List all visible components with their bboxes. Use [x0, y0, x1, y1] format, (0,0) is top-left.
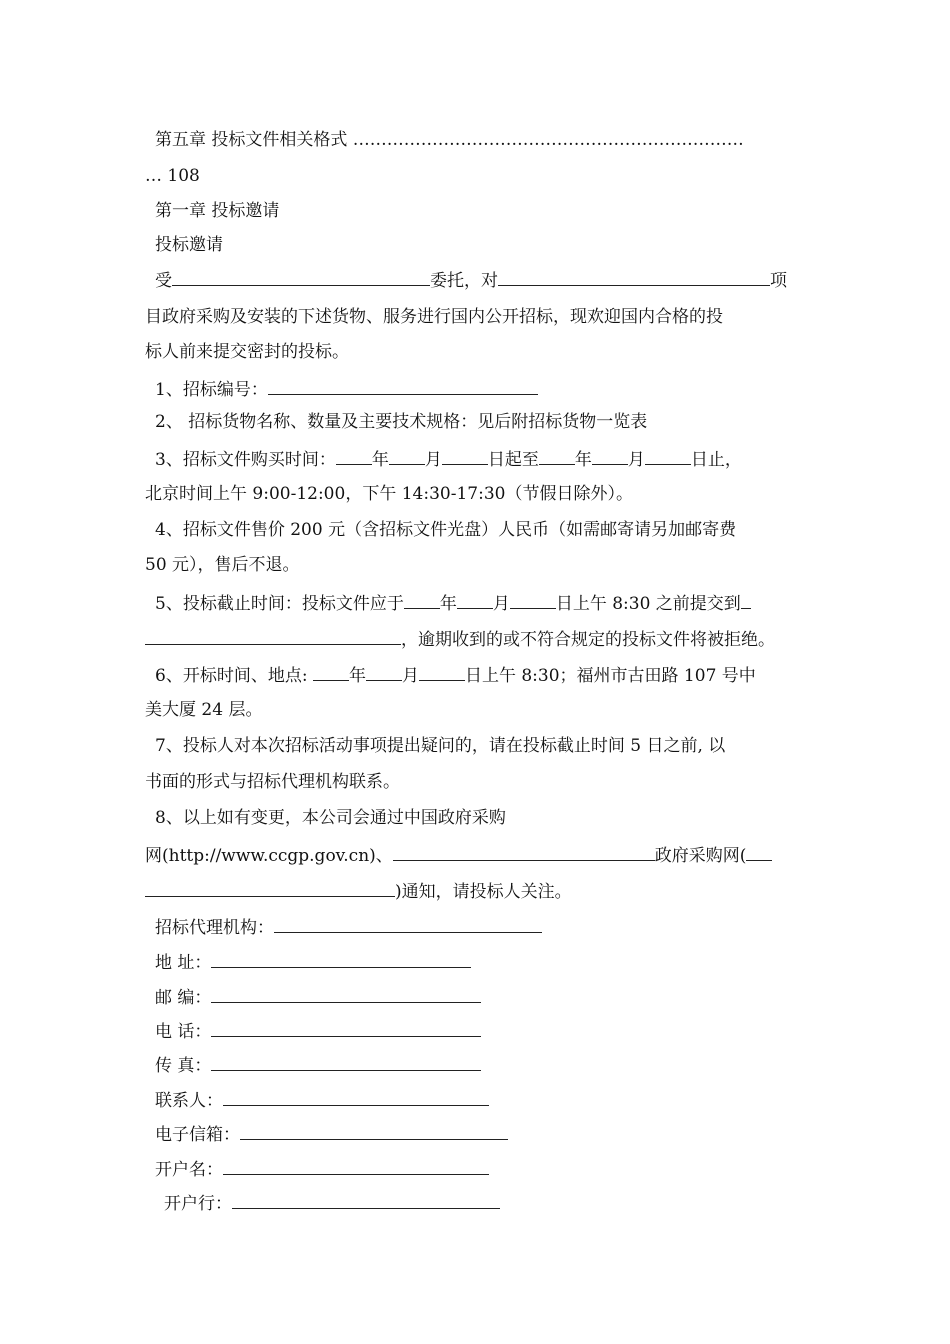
- blank-client: [172, 267, 430, 286]
- blank-month-4: [366, 662, 402, 681]
- blank-agency: [274, 914, 542, 933]
- text-xiang: 项: [770, 271, 787, 291]
- label-postcode: 邮 编：: [155, 988, 212, 1008]
- item-2: 2、 招标货物名称、数量及主要技术规格：见后附招标货物一览表: [155, 412, 648, 432]
- label-bank: 开户行：: [164, 1194, 232, 1214]
- text-month-4: 月: [401, 666, 419, 686]
- toc-chapter-5-page: … 108: [145, 166, 200, 186]
- blank-month-2: [592, 446, 628, 465]
- blank-tender-number: [268, 376, 538, 395]
- blank-account-name: [223, 1156, 489, 1175]
- item-6-line1: [155, 662, 756, 688]
- text-month: 月: [424, 450, 442, 470]
- field-phone: [155, 1018, 481, 1044]
- text-opening-tail: 日上午 8:30；福州市古田路 107 号中: [464, 666, 756, 686]
- blank-submit-place-start: [741, 590, 751, 609]
- blank-day-3: [510, 590, 556, 609]
- item-8-tail: )通知，请投标人关注。: [395, 882, 572, 902]
- item-7-line1: 7、投标人对本次招标活动事项提出疑问的，请在投标截止时间 5 日之前, 以: [155, 736, 726, 756]
- item-7-line2: 书面的形式与招标代理机构联系。: [145, 772, 400, 792]
- item-4-line2: 50 元），售后不退。: [145, 555, 300, 575]
- blank-month-3: [457, 590, 493, 609]
- item-6-line2: 美大厦 24 层。: [145, 700, 263, 720]
- blank-local-url: [145, 878, 395, 897]
- section-title: 投标邀请: [155, 235, 223, 255]
- blank-phone: [211, 1018, 481, 1037]
- item-1-label: 1、招标编号：: [155, 380, 268, 400]
- blank-person: [223, 1087, 489, 1106]
- text-deadline-tail: 日上午 8:30 之前提交到: [555, 594, 741, 614]
- item-3-line1: [155, 446, 742, 472]
- field-fax: [155, 1052, 481, 1078]
- text-year-4: 年: [348, 666, 366, 686]
- blank-postcode: [211, 984, 481, 1003]
- blank-submit-place: [145, 626, 401, 645]
- label-person: 联系人：: [155, 1091, 223, 1111]
- label-agency: 招标代理机构：: [155, 918, 274, 938]
- item-3-label: 3、招标文件购买时间：: [155, 450, 336, 470]
- item-8-website: 网(http://www.ccgp.gov.cn)、: [145, 846, 393, 866]
- item-5-tail: ，逾期收到的或不符合规定的投标文件将被拒绝。: [401, 630, 775, 650]
- text-from-to: 日起至: [487, 450, 539, 470]
- blank-project: [498, 267, 770, 286]
- item-3-line2: 北京时间上午 9:00-12:00，下午 14:30-17:30（节假日除外）。: [145, 484, 633, 504]
- text-year-3: 年: [439, 594, 457, 614]
- field-bank: [164, 1190, 500, 1216]
- field-person: [155, 1087, 489, 1113]
- field-email: [155, 1121, 508, 1147]
- label-account-name: 开户名：: [155, 1160, 223, 1180]
- paragraph-intro-line2: 目政府采购及安装的下述货物、服务进行国内公开招标，现欢迎国内合格的投: [145, 307, 723, 327]
- paragraph-intro-line3: 标人前来提交密封的投标。: [145, 342, 349, 362]
- item-4-line1: 4、招标文件售价 200 元（含招标文件光盘）人民币（如需邮寄请另加邮寄费: [155, 520, 737, 540]
- field-postcode: [155, 984, 481, 1010]
- text-year: 年: [371, 450, 389, 470]
- blank-address: [211, 949, 471, 968]
- blank-local-site: [393, 842, 655, 861]
- label-email: 电子信箱：: [155, 1125, 240, 1145]
- field-agency: [155, 914, 542, 940]
- blank-day-4: [419, 662, 465, 681]
- blank-bank: [232, 1190, 500, 1209]
- text-shou: 受: [155, 271, 172, 291]
- item-5-label: 5、投标截止时间：投标文件应于: [155, 594, 404, 614]
- label-phone: 电 话：: [155, 1022, 212, 1042]
- item-8-gov-site: 政府采购网(: [654, 846, 747, 866]
- blank-email: [240, 1121, 508, 1140]
- text-weituo: 委托，对: [430, 271, 498, 291]
- blank-year: [336, 446, 372, 465]
- item-8-line1: 8、以上如有变更，本公司会通过中国政府采购: [155, 808, 506, 828]
- blank-fax: [211, 1052, 481, 1071]
- item-8-line2: [145, 842, 772, 868]
- blank-local-url-start: [746, 842, 772, 861]
- item-8-line3: [145, 878, 572, 904]
- label-address: 地 址：: [155, 953, 212, 973]
- paragraph-intro-line1: [155, 267, 787, 293]
- field-address: [155, 949, 471, 975]
- item-5-line2: [145, 626, 775, 652]
- blank-year-2: [539, 446, 575, 465]
- text-month-3: 月: [492, 594, 510, 614]
- text-year-2: 年: [574, 450, 592, 470]
- text-until: 日止，: [690, 450, 742, 470]
- blank-month: [389, 446, 425, 465]
- item-6-label: 6、开标时间、地点:: [155, 666, 313, 686]
- toc-chapter-5: 第五章 投标文件相关格式 ……………………………………………………………: [155, 130, 744, 150]
- blank-day-2: [645, 446, 691, 465]
- item-5-line1: [155, 590, 751, 616]
- chapter-title: 第一章 投标邀请: [155, 201, 280, 221]
- label-fax: 传 真：: [155, 1056, 212, 1076]
- item-1: [155, 376, 538, 402]
- blank-day: [442, 446, 488, 465]
- blank-year-3: [404, 590, 440, 609]
- field-account-name: [155, 1156, 489, 1182]
- blank-year-4: [313, 662, 349, 681]
- text-month-2: 月: [627, 450, 645, 470]
